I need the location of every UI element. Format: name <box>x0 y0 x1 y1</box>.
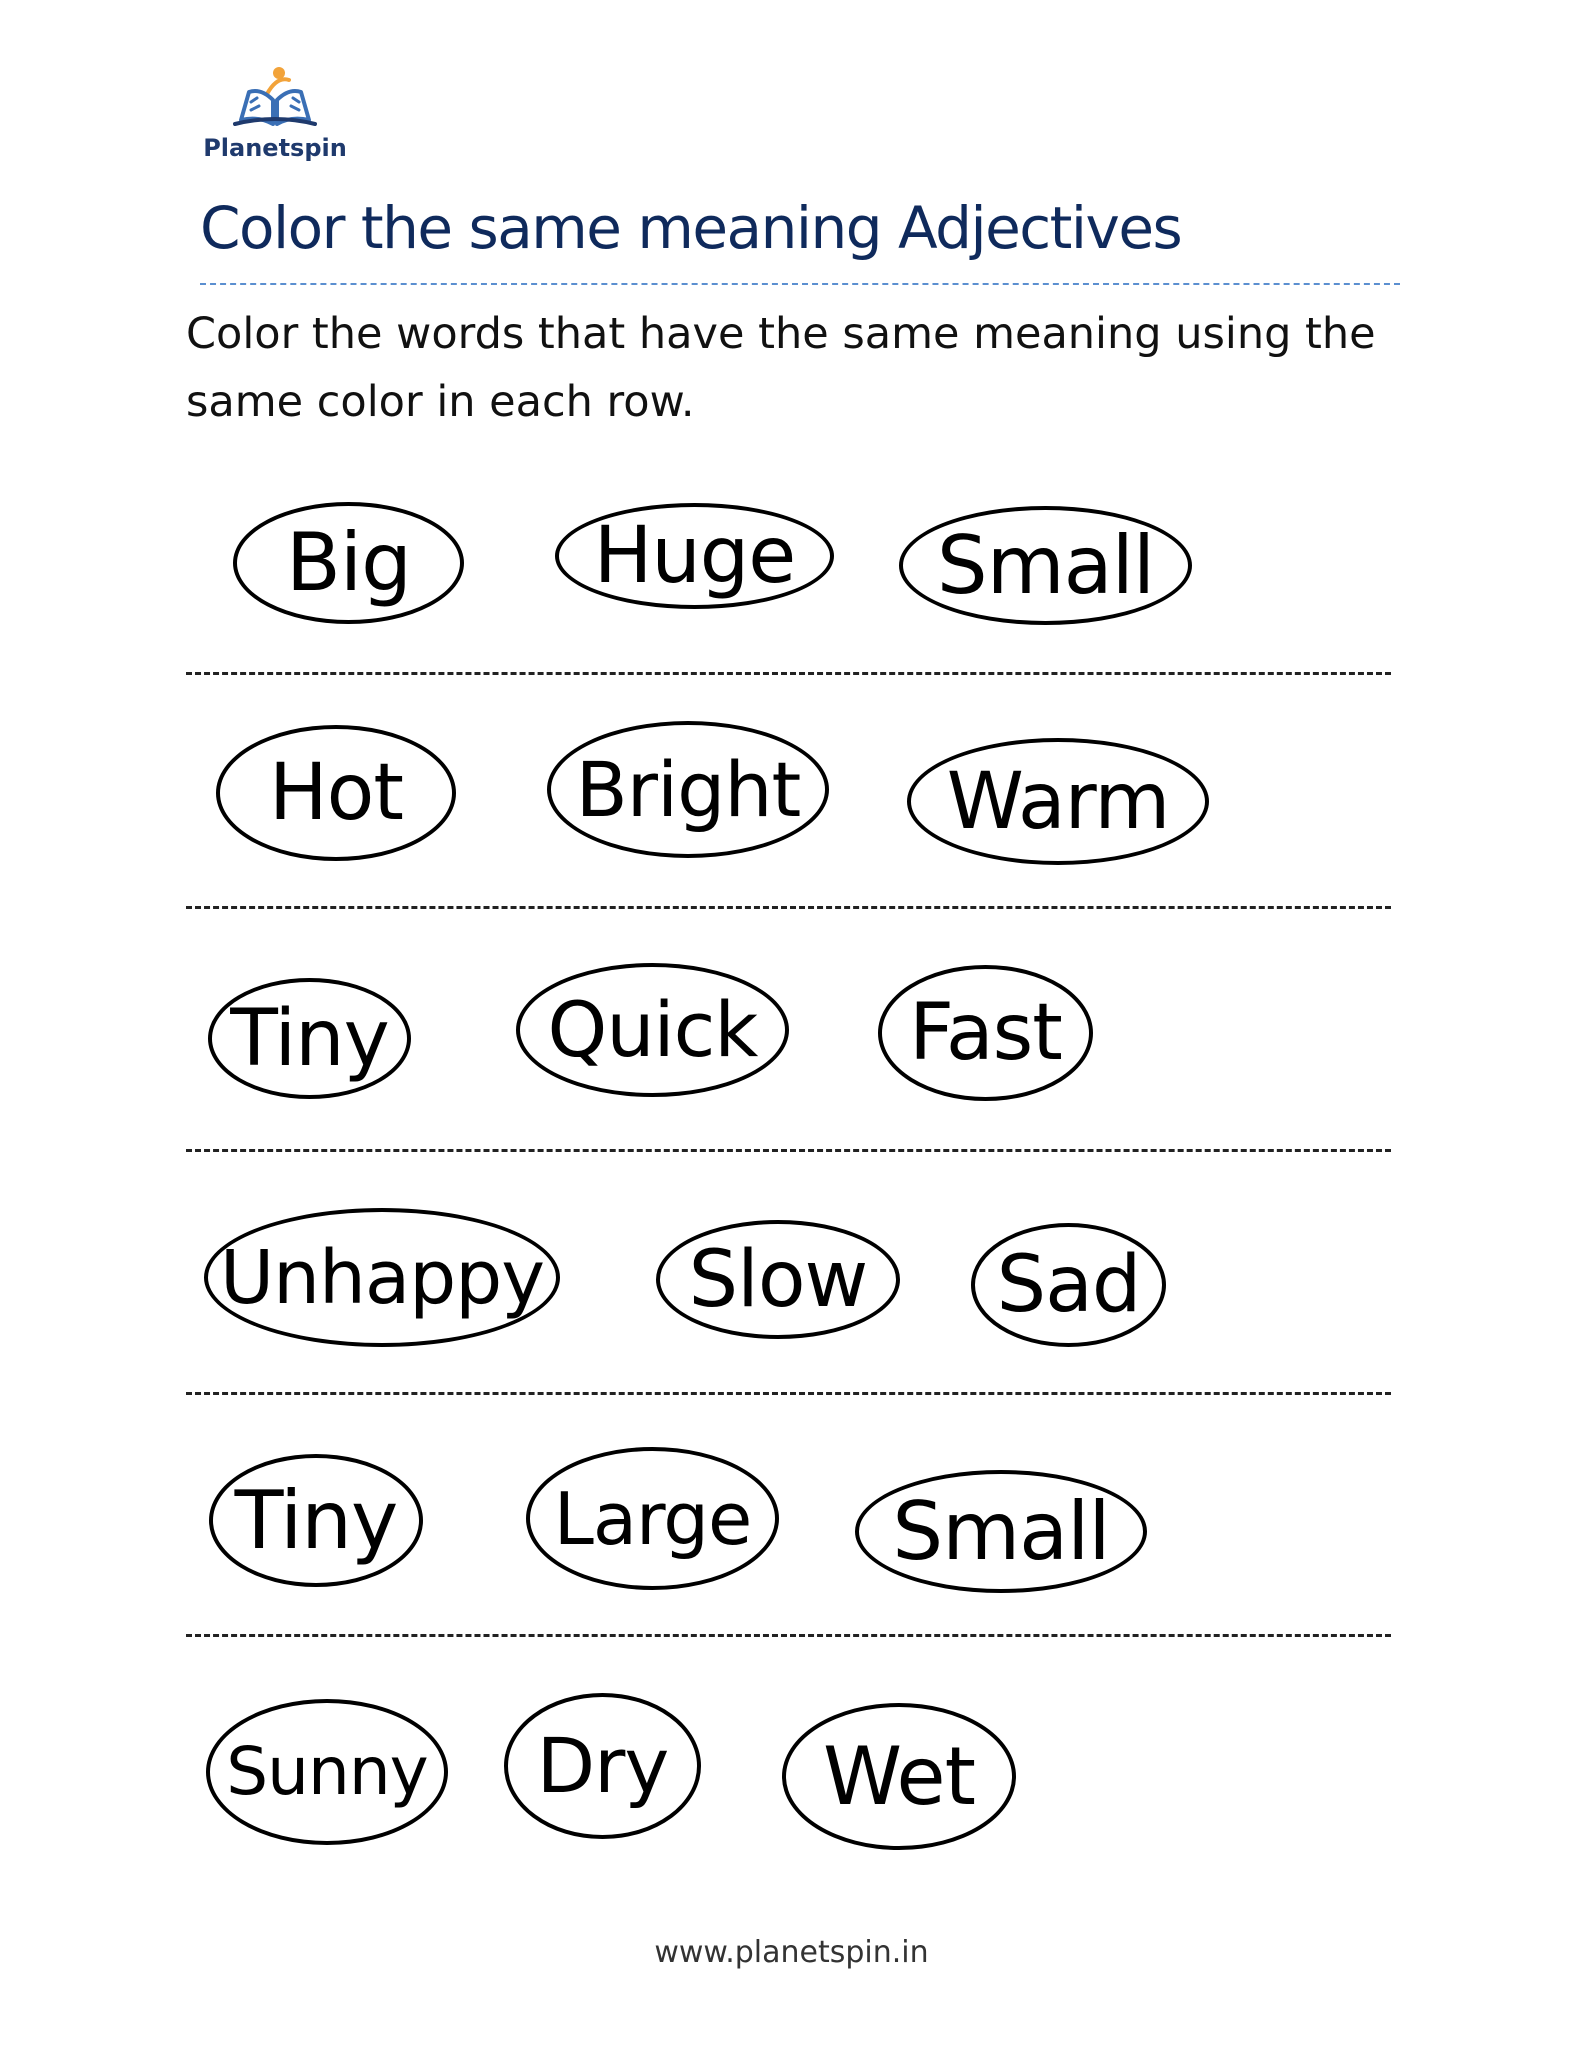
planetspin-logo <box>200 64 350 174</box>
word-label: Quick <box>547 985 758 1074</box>
word-oval[interactable] <box>526 1447 779 1590</box>
word-oval[interactable] <box>971 1223 1166 1347</box>
word-label: Huge <box>593 511 796 601</box>
word-label: Big <box>286 516 411 609</box>
instructions: Color the words that have the same meaning using the same color in each row. <box>186 309 1376 427</box>
word-label: Unhappy <box>219 1234 545 1321</box>
word-oval[interactable] <box>782 1703 1016 1850</box>
word-oval[interactable] <box>206 1699 448 1845</box>
word-oval[interactable] <box>899 506 1192 625</box>
page-title: Color the same meaning Adjectives <box>200 194 1182 262</box>
word-oval[interactable] <box>656 1220 900 1339</box>
word-label: Tiny <box>234 1473 398 1567</box>
word-oval[interactable] <box>233 502 464 624</box>
open-book-icon <box>227 64 323 128</box>
word-oval[interactable] <box>547 721 829 858</box>
word-oval[interactable] <box>855 1470 1147 1593</box>
word-label: Hot <box>269 748 403 838</box>
word-oval[interactable] <box>208 978 411 1099</box>
word-label: Small <box>892 1484 1110 1578</box>
word-oval[interactable] <box>907 738 1209 865</box>
logo-text: Planetspin <box>203 134 347 162</box>
word-oval[interactable] <box>516 963 789 1097</box>
word-oval[interactable] <box>204 1208 560 1347</box>
row-separator <box>186 1634 1391 1637</box>
word-label: Large <box>553 1476 752 1561</box>
word-label: Small <box>936 518 1155 612</box>
word-oval[interactable] <box>878 965 1093 1101</box>
word-oval[interactable] <box>555 503 834 609</box>
word-label: Sad <box>996 1240 1141 1330</box>
word-label: Warm <box>946 756 1170 847</box>
word-oval[interactable] <box>504 1693 701 1839</box>
footer-url: www.planetspin.in <box>654 1935 929 1970</box>
row-separator <box>186 906 1391 909</box>
title-divider <box>200 283 1400 285</box>
word-oval[interactable] <box>216 725 456 861</box>
word-label: Sunny <box>226 1733 428 1810</box>
row-separator <box>186 1392 1391 1395</box>
word-label: Dry <box>536 1721 669 1810</box>
word-oval[interactable] <box>209 1454 423 1587</box>
word-label: Tiny <box>230 993 389 1084</box>
word-label: Bright <box>575 744 801 834</box>
row-separator <box>186 1149 1391 1152</box>
row-separator <box>186 672 1391 675</box>
word-label: Slow <box>688 1234 868 1325</box>
word-label: Fast <box>909 988 1062 1078</box>
word-label: Wet <box>823 1729 975 1823</box>
